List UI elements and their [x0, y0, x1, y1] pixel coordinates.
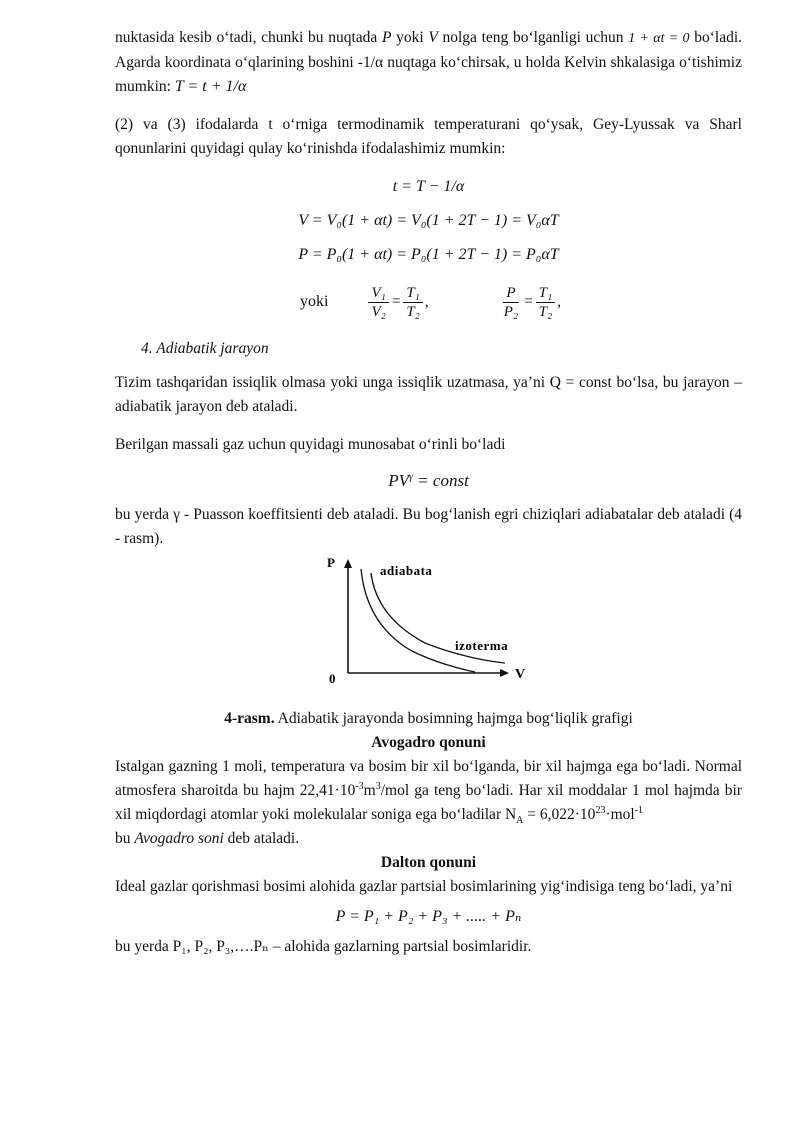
paragraph-poisson: bu yerda γ - Puasson koeffitsienti deb ataladi. Bu bog‘lanish egri chiziqlari adiabatalar deb ataladi (4 - rasm).: [115, 506, 742, 547]
origin-label: 0: [329, 671, 336, 685]
section-heading-adiabatic: 4. Adiabatik jarayon: [141, 340, 269, 357]
paragraph-kelvin: nuktasida kesib o‘tadi, chunki bu nuqtada P yoki V nolga teng bo‘lganligi uchun 1 + αt = 0 bo‘ladi. Agarda koordinata o‘qlarining boshini -1/α nuqtaga ko‘chirsak, u holda Kelvin shkalasiga o‘tishimiz mumkin: T = t + 1/α: [115, 29, 743, 95]
fraction-v: $\frac{\text{V₁}}{\text{V₂}}$: [368, 284, 388, 321]
document-page: [115, 26, 742, 959]
label-izoterma: izoterma: [455, 638, 509, 653]
equation-adiabat: $PV^\gamma$ = const: [388, 471, 469, 490]
paragraph-gay-lussac: (2) va (3) ifodalarda t o‘rniga termodinamik temperaturani qo‘ysak, Gey-Lyussak va Sharl qonunlarini quyidagi qulay ko‘rinishda ifodalashimiz mumkin:: [115, 116, 742, 157]
paragraph-partial-pressures: bu yerda P₁, P₂, P₃,….Pₙ – alohida gazlarning partsial bosimlaridir.: [115, 938, 532, 955]
axis-label-p: P: [327, 555, 335, 570]
heading-dalton: Dalton qonuni: [380, 854, 477, 871]
equation-dalton: P = P₁ + P₂ + P₃ + ..... + Pₙ: [335, 908, 522, 925]
yoki-label: yoki: [300, 293, 329, 310]
inline-equation-zero: 1 + αt = 0: [628, 31, 690, 46]
x-axis-arrow-icon: [500, 669, 509, 677]
axis-label-v: V: [515, 667, 526, 682]
figure-caption: 4-rasm. Adiabatik jarayonda bosimning hajmga bog‘liqlik grafigi: [224, 710, 633, 727]
fraction-p: $\frac{P}{\text{P₂}}$: [503, 284, 519, 320]
fraction-t-2: $\frac{\text{T₁}}{\text{T₂}}$: [536, 284, 556, 321]
paragraph-dalton: Ideal gazlar qorishmasi bosimi alohida gazlar partsial bosimlarining yig‘indisiga teng bo‘ladi, ya’ni: [115, 878, 733, 895]
paragraph-avogadro-number: bu Avogadro soni deb ataladi.: [115, 830, 300, 847]
fraction-t-1: $\frac{\text{T₁}}{\text{T₂}}$: [403, 284, 423, 321]
ratio-equations: yoki $\frac{\text{V₁}}{\text{V₂}}$ = $\frac{\text{T₁}}{\text{T₂}}$ , $\frac{P}{\text{P₂}}$ = $\frac{\text{T₁}}{\text{T₂}}$ ,: [300, 284, 562, 320]
equation-v: V = V₀(1 + αt) = V₀(1 + 2T − 1) = V₀αT: [298, 212, 559, 229]
paragraph-avogadro: Istalgan gazning 1 moli, temperatura va bosim bir xil bo‘lganda, bir xil hajmga ega bo‘ladi. Normal atmosfera sharoitda bu hajm $22,41\cdot 10^{-3}m^3$/mol ga teng bo‘ladi. Har xil moddalar 1 mol hajmda bir xil miqdordagi atomlar yoki molekulalar soniga ega bo‘ladilar $N_A = 6,022\cdot 10^{23}\cdot mol^{-1}$: [115, 758, 742, 827]
equation-t: t = T − 1/α: [392, 178, 465, 195]
adiabata-curve: [361, 569, 475, 672]
y-axis-arrow-icon: [344, 559, 352, 568]
label-adiabata: adiabata: [380, 563, 433, 578]
pv-diagram: [325, 555, 555, 685]
paragraph-adiabatic-definition: Tizim tashqaridan issiqlik olmasa yoki unga issiqlik uzatmasa, ya’ni Q = const bo‘lsa, bu jarayon – adiabatik jarayon deb ataladi.: [115, 374, 742, 415]
equation-p: P = P₀(1 + αt) = P₀(1 + 2T − 1) = P₀αT: [298, 246, 559, 263]
inline-equation-kelvin: T = t + 1/α: [174, 78, 247, 95]
figure-adiabat-isotherm: [115, 555, 742, 695]
paragraph-relation: Berilgan massali gaz uchun quyidagi munosabat o‘rinli bo‘ladi: [115, 436, 506, 453]
heading-avogadro: Avogadro qonuni: [371, 734, 486, 751]
